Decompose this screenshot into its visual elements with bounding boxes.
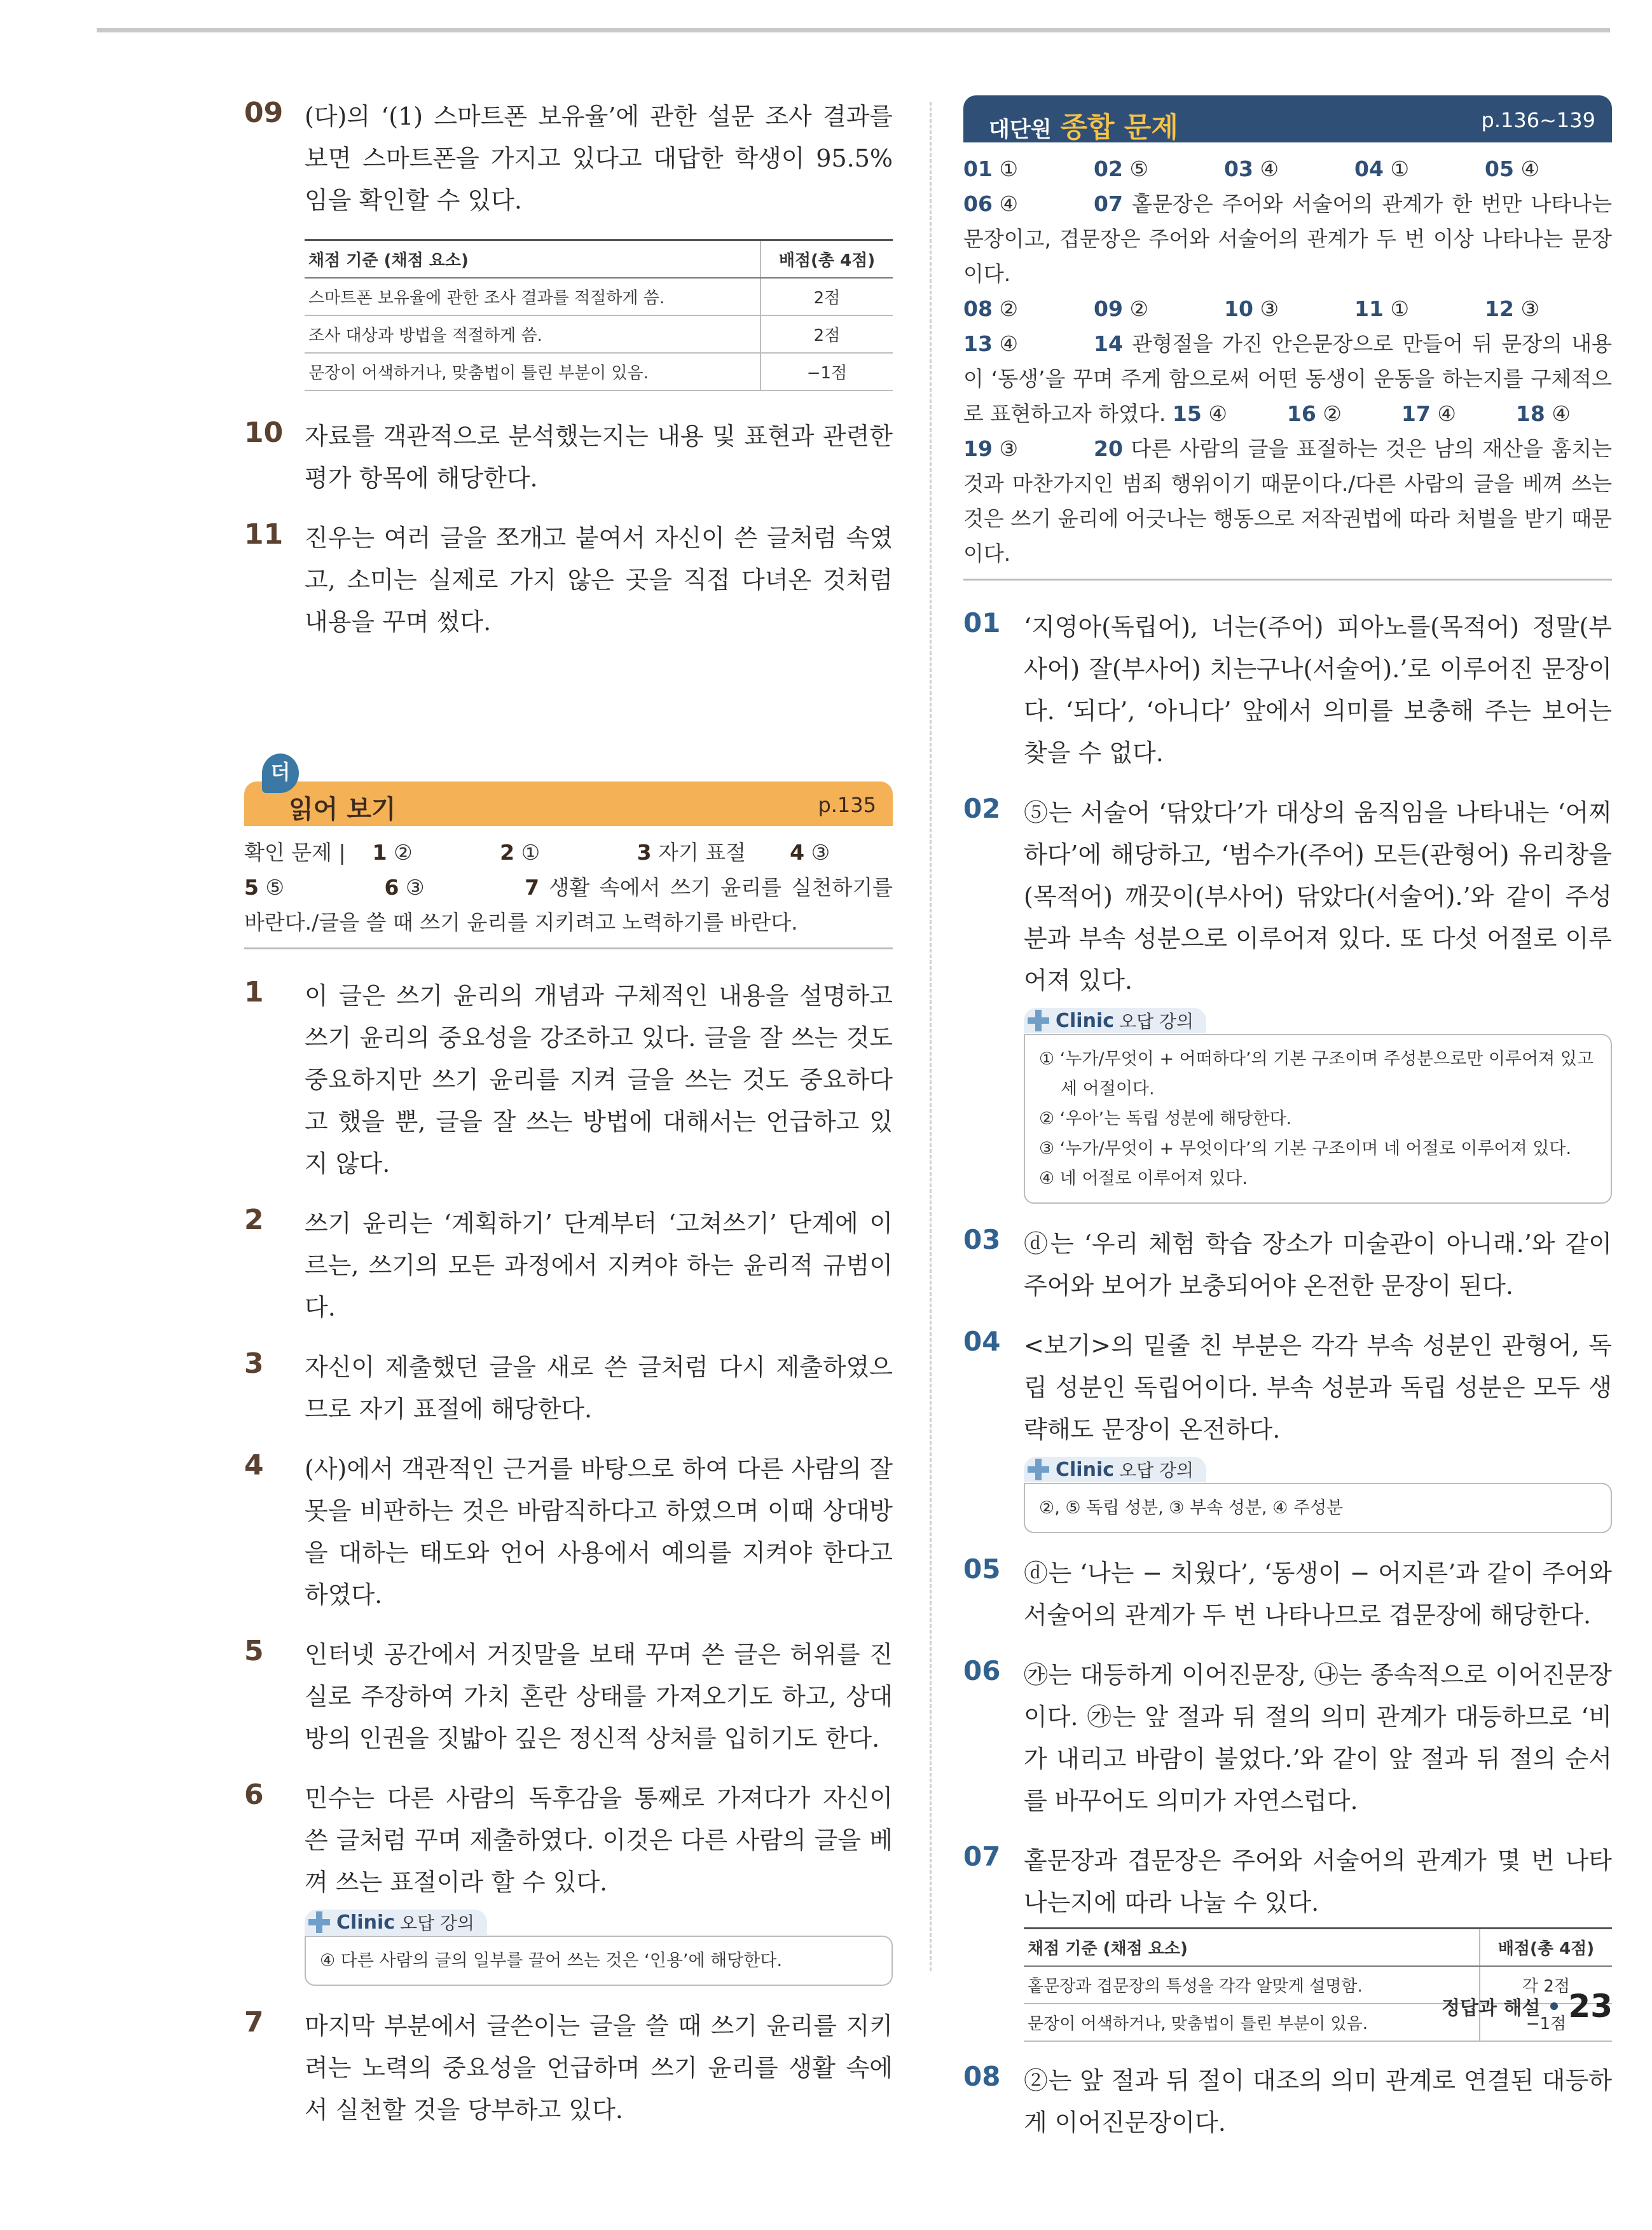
question-text: 자료를 객관적으로 분석했는지는 내용 및 표현과 관련한 평가 항목에 해당한다. [305, 422, 893, 492]
table-header-row [1024, 1929, 1612, 1967]
item-text: 인터넷 공간에서 거짓말을 보태 꾸며 쓴 글은 허위를 진실로 주장하여 가치 혼란 상태를 가져오기도 하고, 상대방의 인권을 짓밟아 깊은 정신적 상처를 입히기도 한다. [305, 1641, 893, 1752]
question-number: 05 [963, 1553, 1001, 1585]
criteria-cell: 문장이 어색하거나, 맞춤법이 틀린 부분이 있음. [1024, 2004, 1480, 2041]
question-text: <보기>의 밑줄 친 부분은 각각 부속 성분인 관형어, 독립 성분인 독립어이다. 부속 성분과 독립 성분은 모두 생략해도 문장이 온전하다. [1024, 1332, 1612, 1443]
score-cell: 2점 [761, 278, 893, 315]
plus-icon [308, 1911, 330, 1933]
section-page-ref: p.136~139 [1481, 108, 1595, 132]
question-text: ②는 앞 절과 뒤 절이 대조의 의미 관계로 연결된 대등하게 이어진문장이다. [1024, 2067, 1612, 2137]
item-text: 자신이 제출했던 글을 새로 쓴 글처럼 다시 제출하였으므로 자기 표절에 해당한다. [305, 1353, 893, 1423]
item-text: 이 글은 쓰기 윤리의 개념과 구체적인 내용을 설명하고 쓰기 윤리의 중요성을 강조하고 있다. 글을 잘 쓰는 것도 중요하지만 쓰기 윤리를 지켜 글을 쓰는 것도 중요하다고 했을 뿐, 글을 잘 쓰는 방법에 대해서는 언급하고 있지 않다. [305, 982, 893, 1178]
question-04 [963, 1325, 1612, 1450]
score-header: 배점(총 4점) [1480, 1929, 1612, 1967]
top-rule [97, 28, 1610, 32]
item-number: 6 [244, 1779, 264, 1811]
section-banner-reading [244, 760, 893, 826]
question-07 [963, 1840, 1612, 1924]
question-number: 03 [963, 1224, 1001, 1255]
question-number: 04 [963, 1326, 1001, 1357]
plus-icon [1028, 1010, 1049, 1031]
scoring-table-1-wrap [244, 239, 893, 391]
section-title: 읽어 보기 [289, 795, 396, 824]
table-row [305, 278, 893, 315]
item-number: 2 [244, 1204, 264, 1236]
score-cell: −1점 [761, 353, 893, 390]
deo-badge: 더 [262, 754, 299, 793]
item-number: 1 [244, 976, 264, 1008]
question-text: 홑문장과 겹문장은 주어와 서술어의 관계가 몇 번 나타나는지에 따라 나눌 수 있다. [1024, 1847, 1612, 1917]
item-7 [244, 2005, 893, 2131]
table-row [305, 353, 893, 390]
question-text: ⓓ는 ‘우리 체험 학습 장소가 미술관이 아니래.’와 같이 주어와 보어가 보충되어야 온전한 문장이 된다. [1024, 1230, 1612, 1300]
item-5 [244, 1634, 893, 1759]
clinic-header: Clinic 오답 강의 [305, 1910, 487, 1935]
right-column [963, 95, 1612, 2161]
score-cell: −1점 [1480, 2004, 1612, 2041]
question-number: 11 [244, 518, 284, 551]
question-text: ⓓ는 ‘나는 − 치웠다’, ‘동생이 − 어지른’과 같이 주어와 서술어의 관계가 두 번 나타나므로 겹문장에 해당한다. [1024, 1559, 1612, 1629]
criteria-cell: 조사 대상과 방법을 적절하게 씀. [305, 315, 761, 353]
clinic-header: Clinic 오답 강의 [1024, 1457, 1206, 1482]
item-number: 3 [244, 1347, 264, 1380]
clinic-header: Clinic 오답 강의 [1024, 1008, 1206, 1033]
item-text: (사)에서 객관적인 근거를 바탕으로 하여 다른 사람의 잘못을 비판하는 것은 바람직하다고 하였으며 이때 상대방을 대하는 태도와 언어 사용에서 예의를 지켜야 한다고 하였다. [305, 1455, 893, 1609]
question-08 [963, 2060, 1612, 2144]
question-03 [963, 1223, 1612, 1307]
clinic-box-1 [963, 1008, 1612, 1204]
score-header: 배점(총 4점) [761, 240, 893, 279]
clinic-content: ① ‘누가/무엇이 + 어떠하다’의 기본 구조이며 주성분으로만 이루어져 있고 세 어절이다. ② ‘우아’는 독립 성분에 해당한다. ③ ‘누가/무엇이 + 무엇이다’의 기본 구조이며 네 어절로 이루어져 있다. ④ 네 어절로 이루어져 있다. [1024, 1034, 1612, 1204]
answer-7-text: 생활 속에서 쓰기 윤리를 실천하기를 바란다./글을 쓸 때 쓰기 윤리를 지키려고 노력하기를 바란다. [244, 875, 893, 935]
question-text: ‘지영아(독립어), 너는(주어) 피아노를(목적어) 정말(부사어) 잘(부사어) 치는구나(서술어).’로 이루어진 문장이다. ‘되다’, ‘아니다’ 앞에서 의미를 보충해 주는 보어는 찾을 수 없다. [1024, 613, 1612, 767]
item-2 [244, 1202, 893, 1328]
clinic-content: ④ 다른 사람의 글의 일부를 끌어 쓰는 것은 ‘인용’에 해당한다. [305, 1936, 893, 1986]
question-text: ㉮는 대등하게 이어진문장, ㉯는 종속적으로 이어진문장이다. ㉮는 앞 절과 뒤 절의 의미 관계가 대등하므로 ‘비가 내리고 바람이 불었다.’와 같이 앞 절과 뒤 절의 순서를 바꾸어도 의미가 자연스럽다. [1024, 1661, 1612, 1815]
section-banner-unit [963, 95, 1612, 142]
criteria-cell: 홑문장과 겹문장의 특성을 각각 알맞게 설명함. [1024, 1966, 1480, 2004]
page-footer [1442, 1988, 1613, 2025]
question-text: ⑤는 서술어 ‘닦았다’가 대상의 움직임을 나타내는 ‘어찌하다’에 해당하고, ‘범수가(주어) 모든(관형어) 유리창을(목적어) 깨끗이(부사어) 닦았다(서술어).’와 같이 주성분과 부속 성분으로 이루어져 있다. 또 다섯 어절로 이루어져 있다. [1024, 799, 1612, 995]
question-09 [244, 95, 893, 221]
item-number: 4 [244, 1449, 264, 1482]
item-text: 마지막 부분에서 글쓴이는 글을 쓸 때 쓰기 윤리를 지키려는 노력의 중요성을 언급하며 쓰기 윤리를 생활 속에서 실천할 것을 당부하고 있다. [305, 2012, 893, 2124]
section-page-ref: p.135 [818, 793, 876, 817]
clinic-box-2 [963, 1457, 1612, 1533]
question-number: 02 [963, 793, 1001, 824]
answers-label: 확인 문제 | [244, 840, 346, 865]
clinic-content: ②, ⑤ 독립 성분, ③ 부속 성분, ④ 주성분 [1024, 1483, 1612, 1533]
bullet-dot-icon [1550, 2002, 1558, 2010]
plus-icon [1028, 1459, 1049, 1480]
item-text: 쓰기 윤리는 ‘계획하기’ 단계부터 ‘고쳐쓰기’ 단계에 이르는, 쓰기의 모든 과정에서 지켜야 하는 윤리적 규범이다. [305, 1209, 893, 1321]
question-number: 09 [244, 97, 284, 129]
question-number: 06 [963, 1655, 1001, 1686]
question-number: 01 [963, 607, 1001, 638]
question-text: 진우는 여러 글을 쪼개고 붙여서 자신이 쓴 글처럼 속였고, 소미는 실제로 가지 않은 곳을 직접 다녀온 것처럼 내용을 꾸며 썼다. [305, 524, 893, 636]
item-number: 5 [244, 1635, 264, 1667]
item-1 [244, 975, 893, 1185]
footer-label: 정답과 해설 [1442, 1997, 1541, 2020]
score-cell: 각 2점 [1480, 1966, 1612, 2004]
left-column [244, 95, 893, 2149]
question-01 [963, 606, 1612, 774]
question-text: (다)의 ‘(1) 스마트폰 보유율’에 관한 설문 조사 결과를 보면 스마트폰을 가지고 있다고 대답한 학생이 95.5%임을 확인할 수 있다. [305, 102, 893, 214]
question-number: 07 [963, 1841, 1001, 1872]
section-title: 대단원 종합 문제 [989, 111, 1178, 144]
clinic-box-left [244, 1910, 893, 1986]
question-number: 10 [244, 416, 284, 449]
scoring-table [1024, 1927, 1612, 2042]
question-11 [244, 517, 893, 643]
question-05 [963, 1552, 1612, 1636]
scoring-table-2-wrap [963, 1927, 1612, 2042]
score-cell: 2점 [761, 315, 893, 353]
criteria-cell: 문장이 어색하거나, 맞춤법이 틀린 부분이 있음. [305, 353, 761, 390]
item-4 [244, 1448, 893, 1616]
item-3 [244, 1346, 893, 1430]
criteria-cell: 스마트폰 보유율에 관한 조사 결과를 적절하게 씀. [305, 278, 761, 315]
table-row [305, 315, 893, 353]
question-number: 08 [963, 2061, 1001, 2092]
criteria-header: 채점 기준 (채점 요소) [305, 240, 761, 279]
check-answers: 확인 문제 | 1 ② 2 ① 3 자기 표절 4 ③ 5 ⑤ 6 ③ 7 생활 속에서 쓰기 윤리를 실천하기를 바란다./글을 쓸 때 쓰기 윤리를 지키려고 노력하기를 바란다. [244, 835, 893, 949]
column-divider [930, 102, 932, 1971]
item-text: 민수는 다른 사람의 독후감을 통째로 가져다가 자신이 쓴 글처럼 꾸며 제출하였다. 이것은 다른 사람의 글을 베껴 쓰는 표절이라 할 수 있다. [305, 1784, 893, 1896]
question-02 [963, 792, 1612, 1001]
spacer [244, 661, 893, 781]
unit-answers: 01 ① 02 ⑤ 03 ④ 04 ① 05 ④ 06 ④ 07 홑문장은 주어와 서술어의 관계가 한 번만 나타나는 문장이고, 겹문장은 주어와 서술어의 관계가 두 번 이상 나타나는 문장이다. 08 ② 09 ② 10 ③ 11 ① 12 ③ 13 ④ 14 관형절을 가진 안은문장으로 만들어 뒤 문장의 내용이 ‘동생’을 꾸며 주게 함으로써 어떤 동생이 운동을 하는지를 구체적으로 표현하고자 하였다. 15 ④ 16 ② 17 ④ 18 ④ 19 ③ 20 다른 사람의 글을 표절하는 것은 남의 재산을 훔치는 것과 마찬가지인 범죄 행위이기 때문이다./다른 사람의 글을 베껴 쓰는 것은 쓰기 윤리에 어긋나는 행동으로 저작권법에 따라 처벌을 받기 때문이다. [963, 151, 1612, 581]
question-06 [963, 1654, 1612, 1822]
item-number: 7 [244, 2006, 264, 2039]
criteria-header: 채점 기준 (채점 요소) [1024, 1929, 1480, 1967]
item-6 [244, 1777, 893, 1903]
scoring-table [305, 239, 893, 391]
table-header-row [305, 240, 893, 279]
question-10 [244, 415, 893, 499]
page-number: 23 [1568, 1988, 1613, 2025]
